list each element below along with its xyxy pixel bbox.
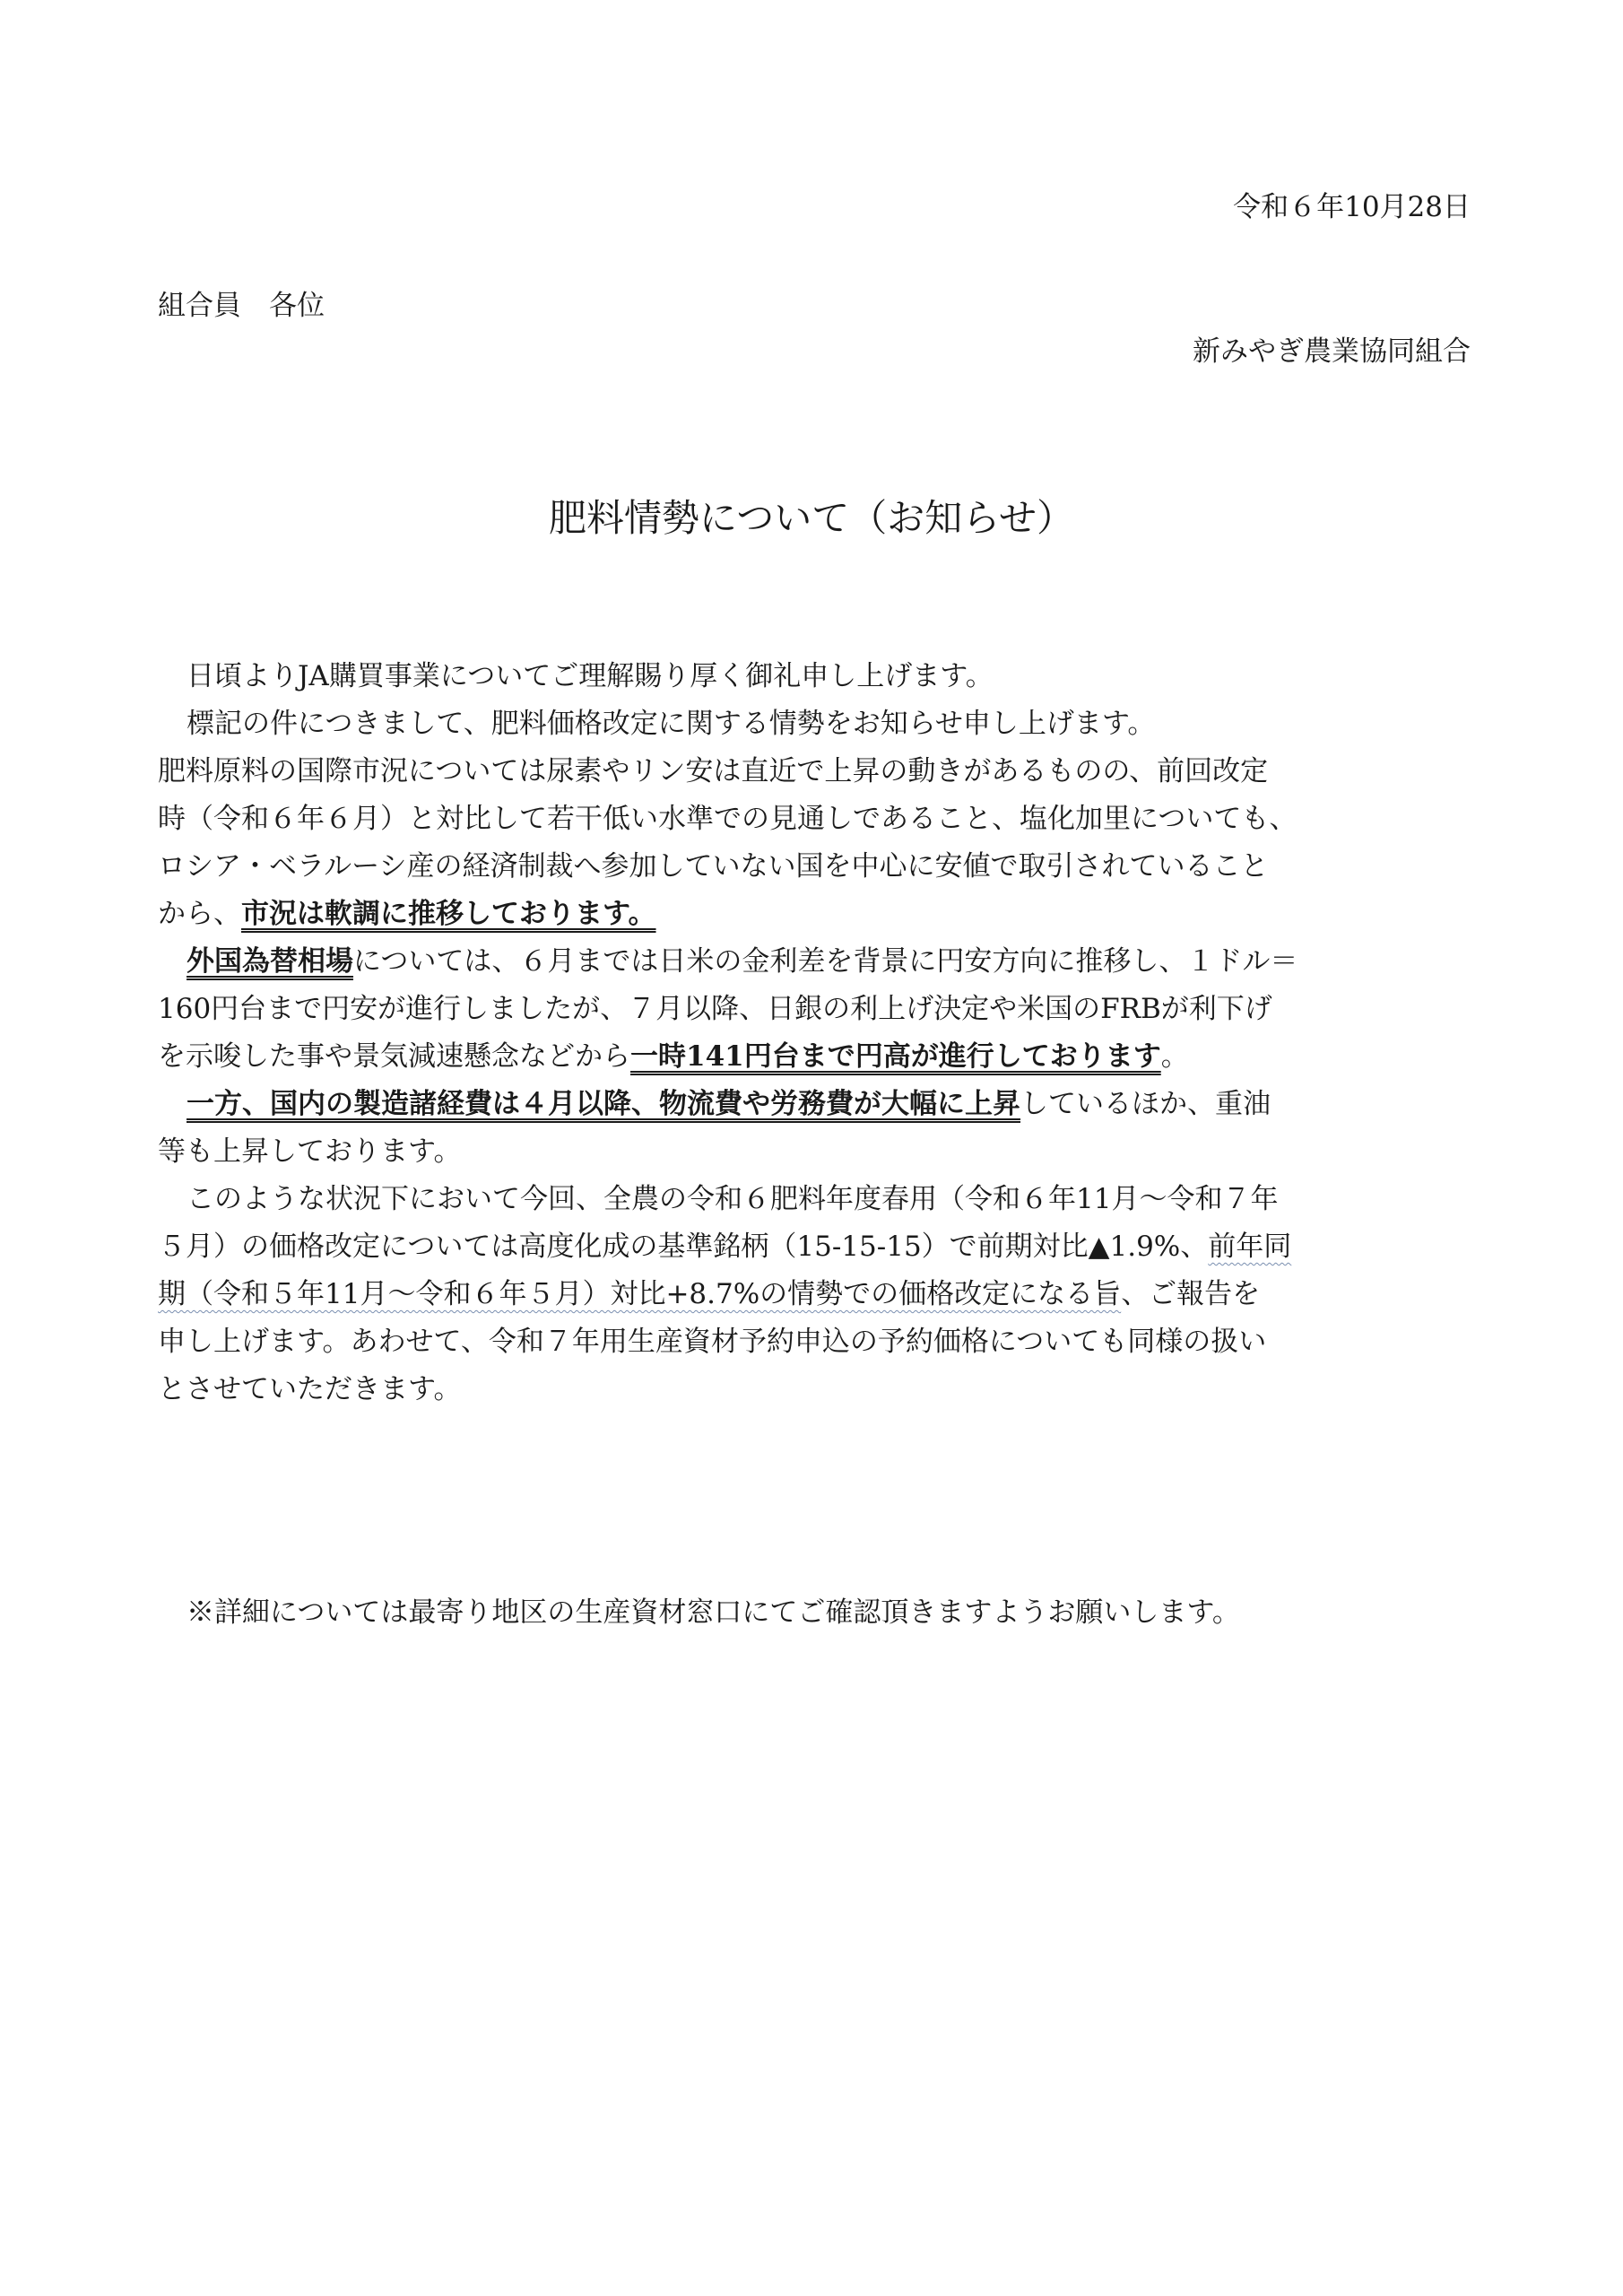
paragraph-revision-line: このような状況下において今回、全農の令和６肥料年度春用（令和６年11月～令和７年 (187, 1183, 1279, 1215)
text-segment: 、ご報告を (1121, 1278, 1261, 1310)
paragraph-forex-line (158, 938, 1467, 986)
text-segment: を示唆した事や景気減速懸念などから (158, 1040, 630, 1073)
document-date: 令和６年10月28日 (1233, 191, 1471, 223)
text-segment: については、６月までは日米の金利差を背景に円安方向に推移し、１ドル＝ (353, 945, 1298, 978)
paragraph-market-line: ロシア・ベラルーシ産の経済制裁へ参加していない国を中心に安値で取引されていること (158, 850, 1269, 883)
paragraph-costs-line (158, 1081, 1467, 1128)
text-segment: から、 (158, 898, 241, 930)
paragraph-revision-line (158, 1271, 1467, 1318)
paragraph-market-line: 時（令和６年６月）と対比して若干低い水準での見通しであること、塩化加里についても、 (158, 803, 1298, 835)
emphasis-costs-rise: 一方、国内の製造諸経費は４月以降、物流費や労務費が大幅に上昇 (187, 1088, 1020, 1120)
paragraph-revision-line (158, 1223, 1467, 1271)
document-body (158, 653, 1467, 1413)
emphasis-yen-strong: 一時141円台まで円高が進行しております (630, 1040, 1161, 1073)
wavy-underline-segment: 期（令和５年11月～令和６年５月）対比+8.7%の情勢での価格改定になる旨 (158, 1278, 1122, 1310)
paragraph-greeting: 日頃よりJA購買事業についてご理解賜り厚く御礼申し上げます。 (187, 660, 994, 692)
emphasis-forex: 外国為替相場 (187, 945, 353, 978)
footer-note: ※詳細については最寄り地区の生産資材窓口にてご確認頂きますようお願いします。 (187, 1596, 1240, 1629)
paragraph-revision-line: 申し上げます。あわせて、令和７年用生産資材予約申込の予約価格についても同様の扱い (158, 1326, 1267, 1358)
paragraph-forex-line: 160円台まで円安が進行しましたが、７月以降、日銀の利上げ決定や米国のFRBが利下げ (158, 993, 1272, 1025)
emphasis-market-soft: 市況は軟調に推移しております。 (241, 898, 656, 930)
paragraph-market-line (158, 891, 1467, 938)
text-segment: ５月）の価格改定については高度化成の基準銘柄（15-15-15）で前期対比▲1.9%、 (158, 1231, 1209, 1263)
paragraph-costs-line: 等も上昇しております。 (158, 1135, 462, 1168)
paragraph-intro: 標記の件につきまして、肥料価格改定に関する情勢をお知らせ申し上げます。 (187, 708, 1156, 740)
paragraph-market-line: 肥料原料の国際市況については尿素やリン安は直近で上昇の動きがあるものの、前回改定 (158, 755, 1269, 787)
document-title: 肥料情勢について（お知らせ） (549, 496, 1074, 540)
paragraph-revision-line: とさせていただきます。 (158, 1373, 462, 1405)
text-segment: 。 (1160, 1040, 1189, 1073)
recipient: 組合員 各位 (158, 290, 325, 322)
sender-organization: 新みやぎ農業協同組合 (1193, 335, 1471, 368)
paragraph-forex-line (158, 1033, 1467, 1081)
text-segment: しているほか、重油 (1020, 1088, 1271, 1120)
wavy-underline-segment: 前年同 (1208, 1231, 1292, 1263)
